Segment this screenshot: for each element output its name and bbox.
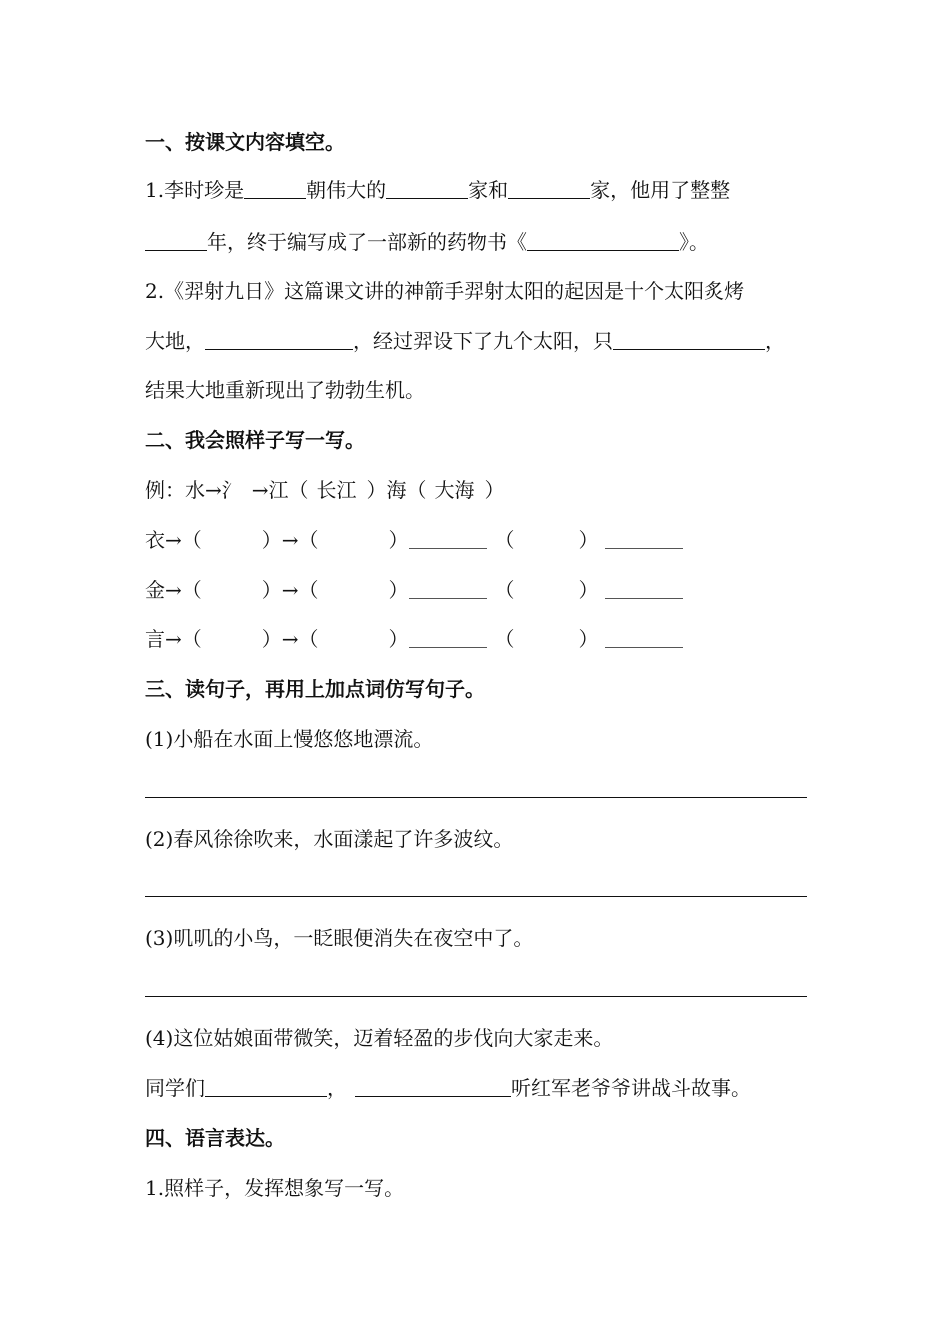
- s3-item-4: (4)这位姑娘面带微笑，迈着轻盈的步伐向大家走来。: [145, 1026, 614, 1050]
- s1-q1-line2: 年，终于编写成了一部新的药物书《 》。: [145, 228, 709, 256]
- example-answer-1: 长江: [316, 478, 357, 502]
- s3-item-2: (2)春风徐徐吹来，水面漾起了许多波纹。: [145, 827, 514, 851]
- s4-q1: 1.照样子，发挥想象写一写。: [145, 1176, 405, 1200]
- fill-blank-result[interactable]: [613, 329, 765, 350]
- example-answer-2: 大海: [434, 478, 475, 502]
- fill-blank-book-title[interactable]: [527, 230, 679, 251]
- s1-q1-line1: 1.李时珍是 朝伟大的 家和 家，他用了整整: [145, 178, 731, 202]
- fill-blank-cause[interactable]: [205, 329, 353, 350]
- s1-q2-line2: 大地， ，经过羿设下了九个太阳，只 ，: [145, 329, 785, 353]
- word-blank-2[interactable]: [605, 627, 683, 648]
- fill-blank-profession-1[interactable]: [386, 178, 468, 199]
- word-blank-1[interactable]: [409, 627, 487, 648]
- word-blank-2[interactable]: [605, 578, 683, 599]
- section-3-heading: 三、读句子，再用上加点词仿写句子。: [145, 677, 485, 701]
- answer-line-3[interactable]: [145, 996, 807, 997]
- answer-line-1[interactable]: [145, 797, 807, 798]
- word-blank-1[interactable]: [409, 528, 487, 549]
- fill-blank-profession-2[interactable]: [508, 178, 590, 199]
- s3-item-4-fill: 同学们 ， 听红军老爷爷讲战斗故事。: [145, 1076, 751, 1100]
- answer-line-2[interactable]: [145, 896, 807, 897]
- fill-blank-dynasty[interactable]: [244, 178, 306, 199]
- s2-row-yan: 言→（ ）→（ ） （ ）: [145, 625, 683, 653]
- s1-q2-line1: 2.《羿射九日》这篇课文讲的神箭手羿射太阳的起因是十个太阳炙烤: [145, 279, 745, 303]
- word-blank-2[interactable]: [605, 528, 683, 549]
- section-1-heading: 一、按课文内容填空。: [145, 130, 345, 154]
- s3-item-1: (1)小船在水面上慢悠悠地漂流。: [145, 727, 434, 751]
- word-blank-1[interactable]: [409, 578, 487, 599]
- fill-blank-years[interactable]: [145, 230, 207, 251]
- s2-example: 例：水→氵 →江（ 长江 ）海（ 大海 ）: [145, 478, 505, 502]
- section-2-heading: 二、我会照样子写一写。: [145, 428, 365, 452]
- s2-row-jin: 金→（ ）→（ ） （ ）: [145, 576, 683, 604]
- s3-item-3: (3)叽叽的小鸟，一眨眼便消失在夜空中了。: [145, 926, 534, 950]
- s2-row-yi: 衣→（ ）→（ ） （ ）: [145, 526, 683, 554]
- fill-blank-expression[interactable]: [205, 1076, 327, 1097]
- s1-q2-line3: 结果大地重新现出了勃勃生机。: [145, 378, 425, 402]
- section-4-heading: 四、语言表达。: [145, 1126, 285, 1150]
- fill-blank-action[interactable]: [355, 1076, 511, 1097]
